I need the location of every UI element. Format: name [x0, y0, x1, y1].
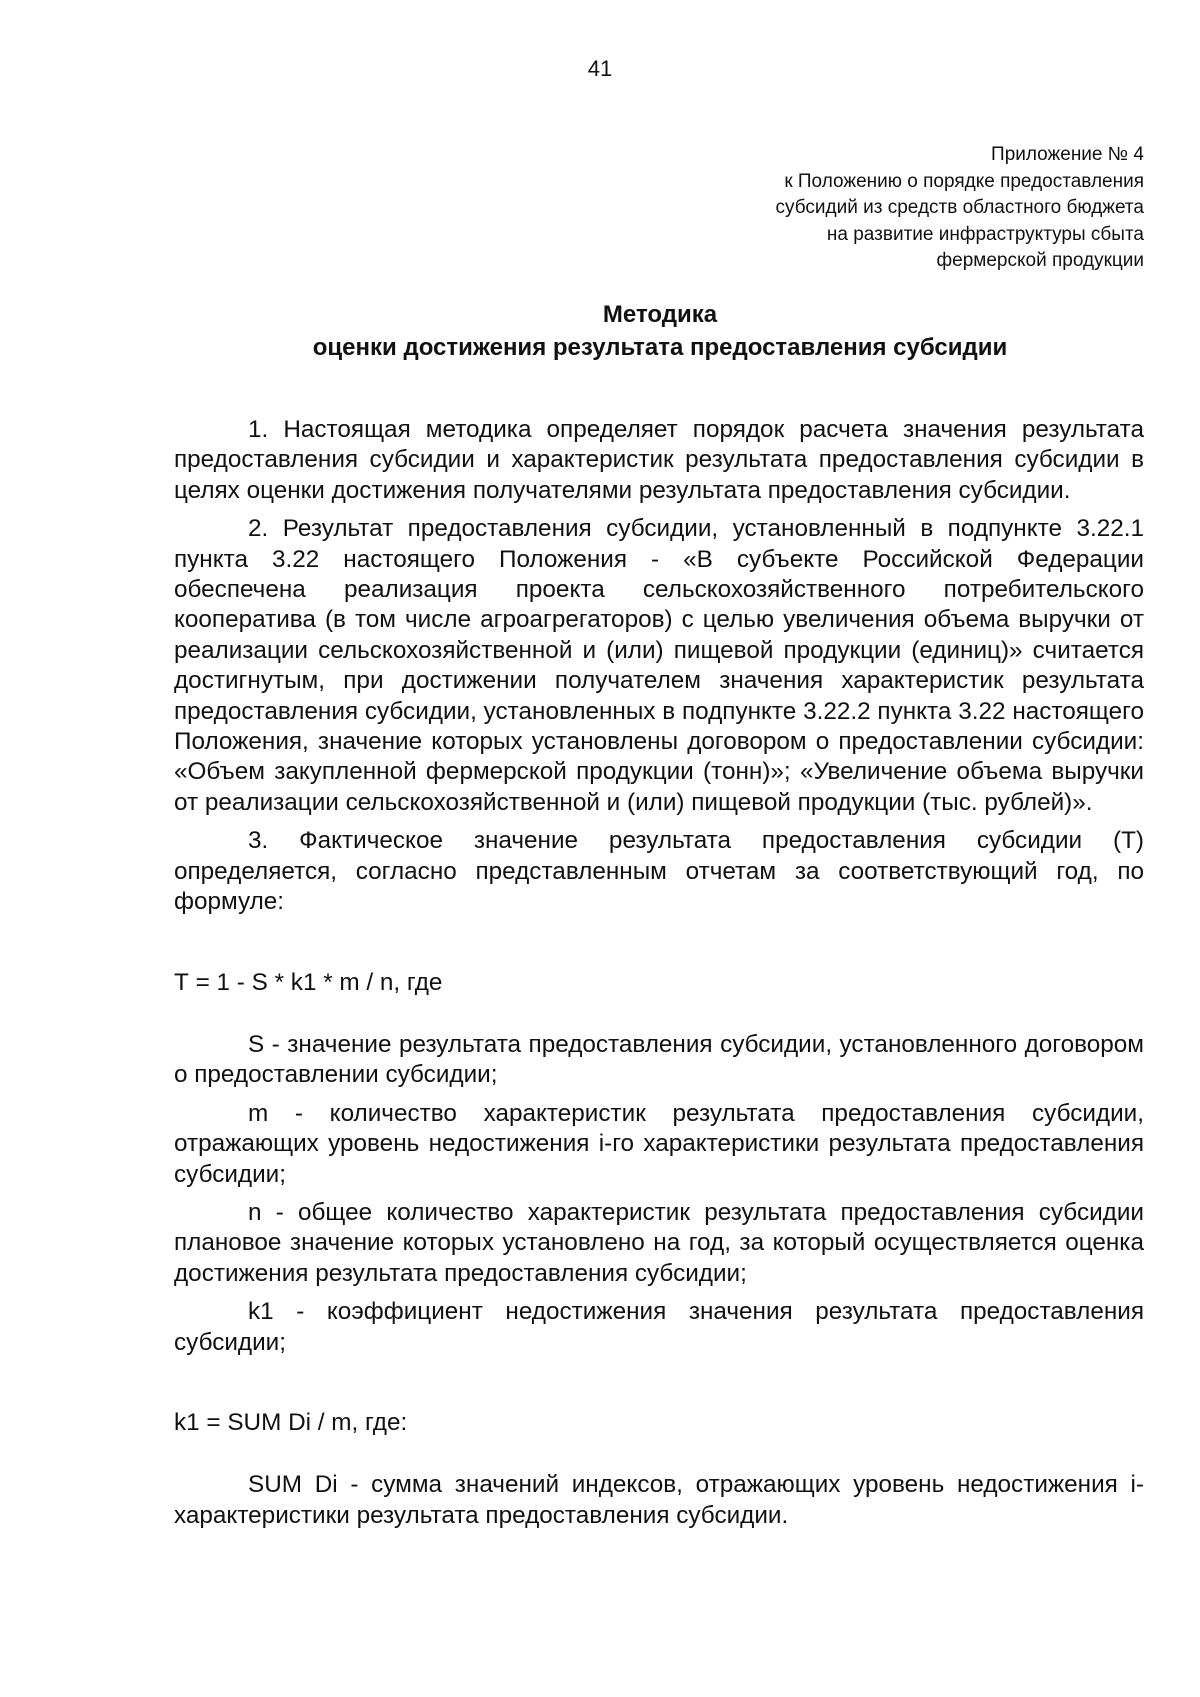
title-line-1: Методика [602, 301, 718, 328]
formula-t: Т = 1 - S * k1 * m / n, где [174, 968, 443, 996]
document-body [174, 415, 1144, 1539]
formula-k1: k1 = SUM Di / m, где: [174, 1408, 408, 1436]
title-line-2: оценки достижения результата предоставления субсидии [312, 334, 1008, 361]
appendix-line: Приложение № 4 [991, 144, 1144, 165]
definition-m: m - количество характеристик результата предоставления субсидии, отражающих уровень недостижения i-го характеристики результата предоставления субсидии; [174, 1099, 1144, 1188]
definition-s: S - значение результата предоставления субсидии, установленного договором о предоставлении субсидии; [174, 1030, 1144, 1089]
appendix-line: к Положению о порядке предоставления [784, 170, 1144, 192]
page-number: 41 [587, 56, 613, 81]
paragraph-1: 1. Настоящая методика определяет порядок расчета значения результата предоставления субсидии и характеристик результата предоставления субсидии в целях оценки достижения получателями результата предоставления субсидии. [174, 416, 1144, 504]
paragraph-3: 3. Фактическое значение результата предоставления субсидии (Т) определяется, согласно представленным отчетам за соответствующий год, по формуле: [174, 827, 1144, 916]
definition-k1: k1 - коэффициент недостижения значения результата предоставления субсидии; [174, 1298, 1144, 1356]
document-title [160, 298, 1160, 364]
definition-sum-di: SUM Di - сумма значений индексов, отражающих уровень недостижения i-характеристики результата предоставления субсидии. [174, 1471, 1144, 1529]
definition-n: n - общее количество характеристик результата предоставления субсидии плановое значение которых установлено на год, за который осуществляется оценка достижения результата предоставления субсидии; [174, 1198, 1144, 1287]
appendix-line: фермерской продукции [936, 250, 1144, 271]
appendix-header [584, 142, 1144, 275]
appendix-line: на развитие инфраструктуры сбыта [826, 223, 1144, 245]
appendix-line: субсидий из средств областного бюджета [775, 197, 1144, 218]
paragraph-2: 2. Результат предоставления субсидии, установленный в подпункте 3.22.1 пункта 3.22 настоящего Положения - «В субъекте Российской Федерации обеспечена реализация проекта сельскохозяйственного потребительского кооператива (в том числе агроагрегаторов) с целью увеличения объема выручки от реализации сельскохозяйственной и (или) пищевой продукции (единиц)» считается достигнутым, при достижении получателем значения характеристик результата предоставления субсидии, установленных в подпункте 3.22.2 пункта 3.22 настоящего Положения, значение которых установлены договором о предоставлении субсидии: «Объем закупленной фермерской продукции (тонн)»; «Увеличение объема выручки от реализации сельскохозяйственной и (или) пищевой продукции (тыс. рублей)». [174, 515, 1144, 816]
